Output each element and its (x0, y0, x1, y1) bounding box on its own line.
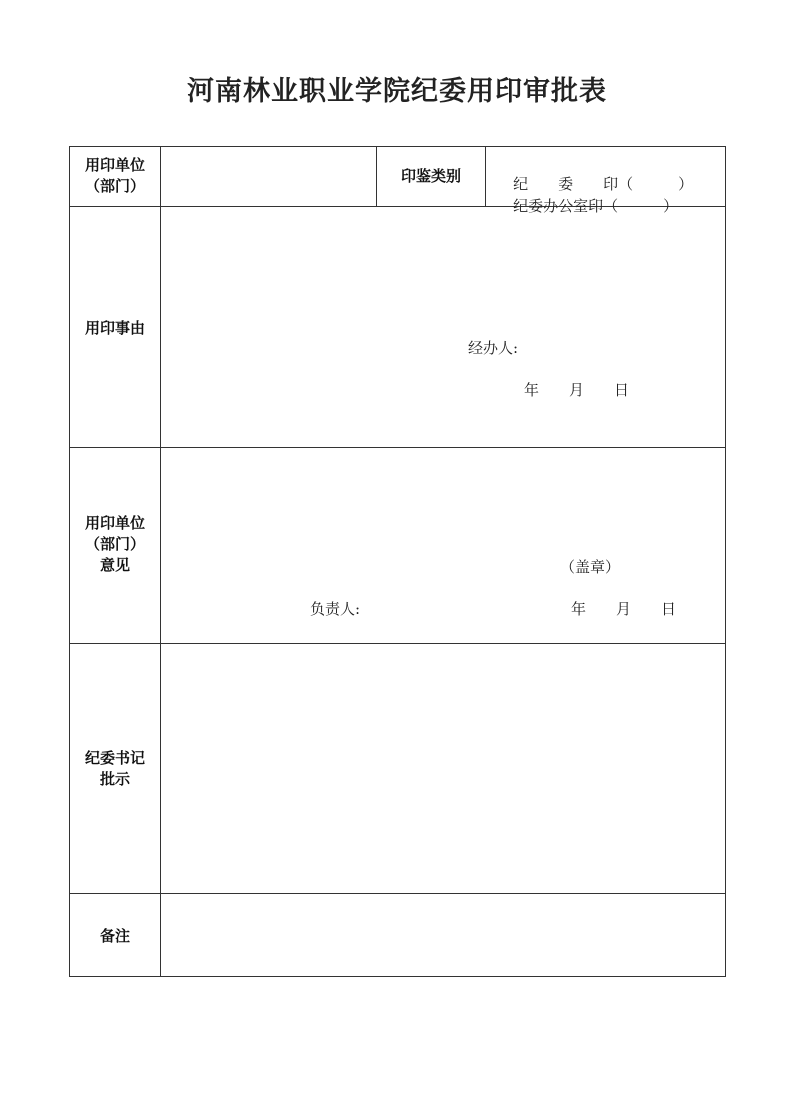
opinion-date: 年 月 日 (571, 600, 677, 618)
unit-label-line2: （部门） (84, 177, 145, 195)
row-divider-3 (70, 643, 725, 644)
handler-label: 经办人: (468, 339, 519, 357)
opinion-label-line1: 用印单位 (84, 514, 145, 532)
seal-option-commission-mark[interactable]: （ ） (618, 175, 694, 193)
row-divider-2 (70, 447, 725, 448)
reason-label: 用印事由 (84, 319, 145, 337)
opinion-label-line2: （部门） (84, 535, 145, 553)
unit-label (70, 155, 160, 197)
seal-type-divider-right (485, 147, 486, 206)
reason-date: 年 月 日 (524, 381, 630, 399)
opinion-label-line3: 意见 (99, 556, 130, 574)
remarks-label: 备注 (99, 927, 130, 945)
unit-value-field[interactable] (161, 147, 376, 206)
seal-stamp-text: （盖章） (560, 558, 621, 576)
row-divider-4 (70, 893, 725, 894)
form-title: 河南林业职业学院纪委用印审批表 (187, 76, 607, 107)
approval-form-table (69, 146, 726, 977)
seal-option-office-mark[interactable]: （ ） (603, 197, 679, 215)
unit-label-line1: 用印单位 (84, 156, 145, 174)
label-column-divider (160, 147, 161, 976)
seal-option-office[interactable] (494, 176, 678, 236)
secretary-label (70, 748, 160, 790)
secretary-label-line2: 批示 (99, 770, 130, 788)
seal-type-label: 印鉴类别 (400, 167, 461, 185)
responsible-label: 负责人: (310, 600, 361, 618)
secretary-label-line1: 纪委书记 (84, 749, 145, 767)
opinion-label (70, 513, 160, 576)
seal-option-office-name: 纪委办公室印 (513, 197, 604, 215)
seal-option-commission-name: 纪 委 印 (513, 175, 619, 193)
